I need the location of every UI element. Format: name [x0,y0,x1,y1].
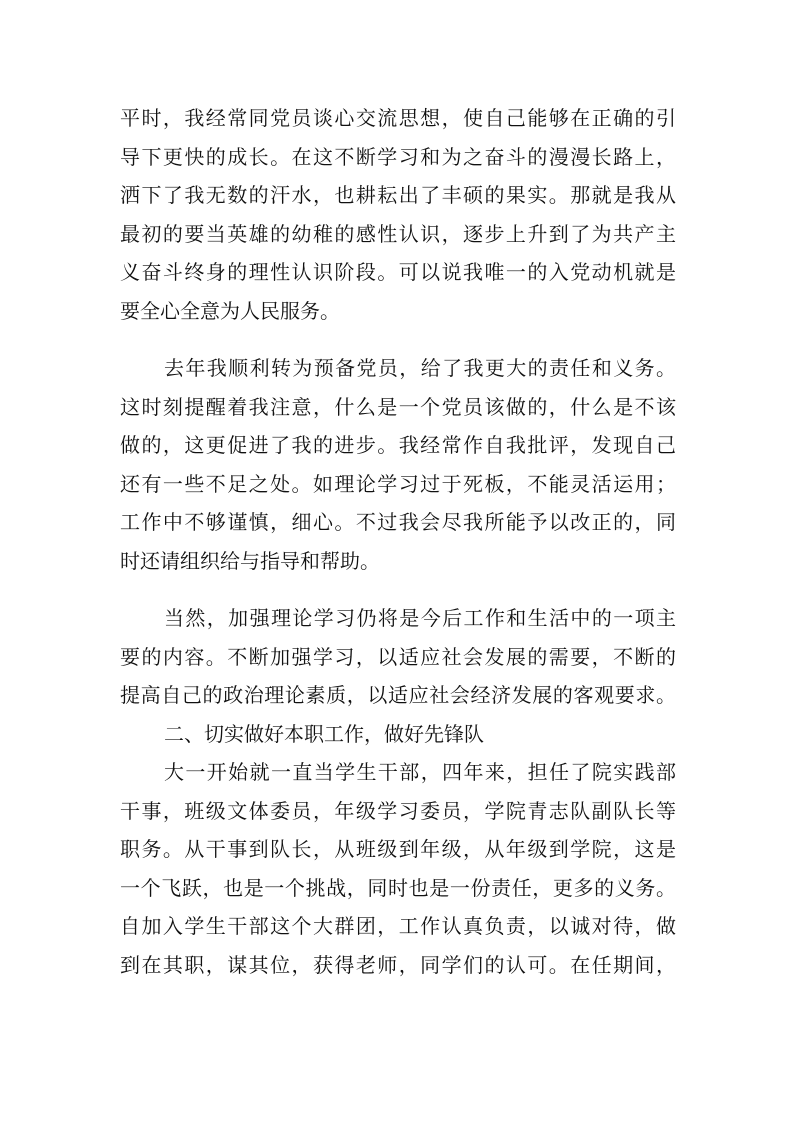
text-line: 这时刻提醒着我注意，什么是一个党员该做的，什么是不该 [120,394,676,419]
paragraph-first-line: 当然，加强理论学习仍将是今后工作和生活中的一项主 [164,606,676,630]
text-line: 干事，班级文体委员，年级学习委员，学院青志队副队长等 [120,798,676,823]
text-line: 提高自己的政治理论素质，以适应社会经济发展的客观要求。 [120,683,676,707]
text-line: 自加入学生干部这个大群团，工作认真负责，以诚对待，做 [120,914,676,938]
text-line: 最初的要当英雄的幼稚的感性认识，逐步上升到了为共产主 [120,221,676,246]
text-line: 义奋斗终身的理性认识阶段。可以说我唯一的入党动机就是 [120,260,676,284]
text-line: 做的，这更促进了我的进步。我经常作自我批评，发现自己 [120,433,676,457]
text-line: 平时，我经常同党员谈心交流思想，使自己能够在正确的引 [120,106,676,130]
text-line: 导下更快的成长。在这不断学习和为之奋斗的漫漫长路上， [120,144,676,169]
text-line: 到在其职，谋其位，获得老师，同学们的认可。在任期间， [120,952,676,977]
text-line: 还有一些不足之处。如理论学习过于死板，不能灵活运用； [120,471,676,496]
section-heading: 二、切实做好本职工作，做好先锋队 [164,721,484,746]
text-line: 一个飞跃，也是一个挑战，同时也是一份责任，更多的义务。 [120,875,676,900]
text-line: 工作中不够谨慎，细心。不过我会尽我所能予以改正的，同 [120,510,676,534]
text-line: 要的内容。不断加强学习，以适应社会发展的需要，不断的 [120,644,676,669]
text-line: 职务。从干事到队长，从班级到年级，从年级到学院，这是 [120,837,676,861]
paragraph-first-line: 大一开始就一直当学生干部，四年来，担任了院实践部 [164,760,676,784]
text-line: 时还请组织给与指导和帮助。 [120,548,380,573]
text-line: 要全心全意为人民服务。 [120,298,340,323]
text-line: 洒下了我无数的汗水，也耕耘出了丰硕的果实。那就是我从 [120,183,676,207]
paragraph-first-line: 去年我顺利转为预备党员，给了我更大的责任和义务。 [164,356,676,380]
